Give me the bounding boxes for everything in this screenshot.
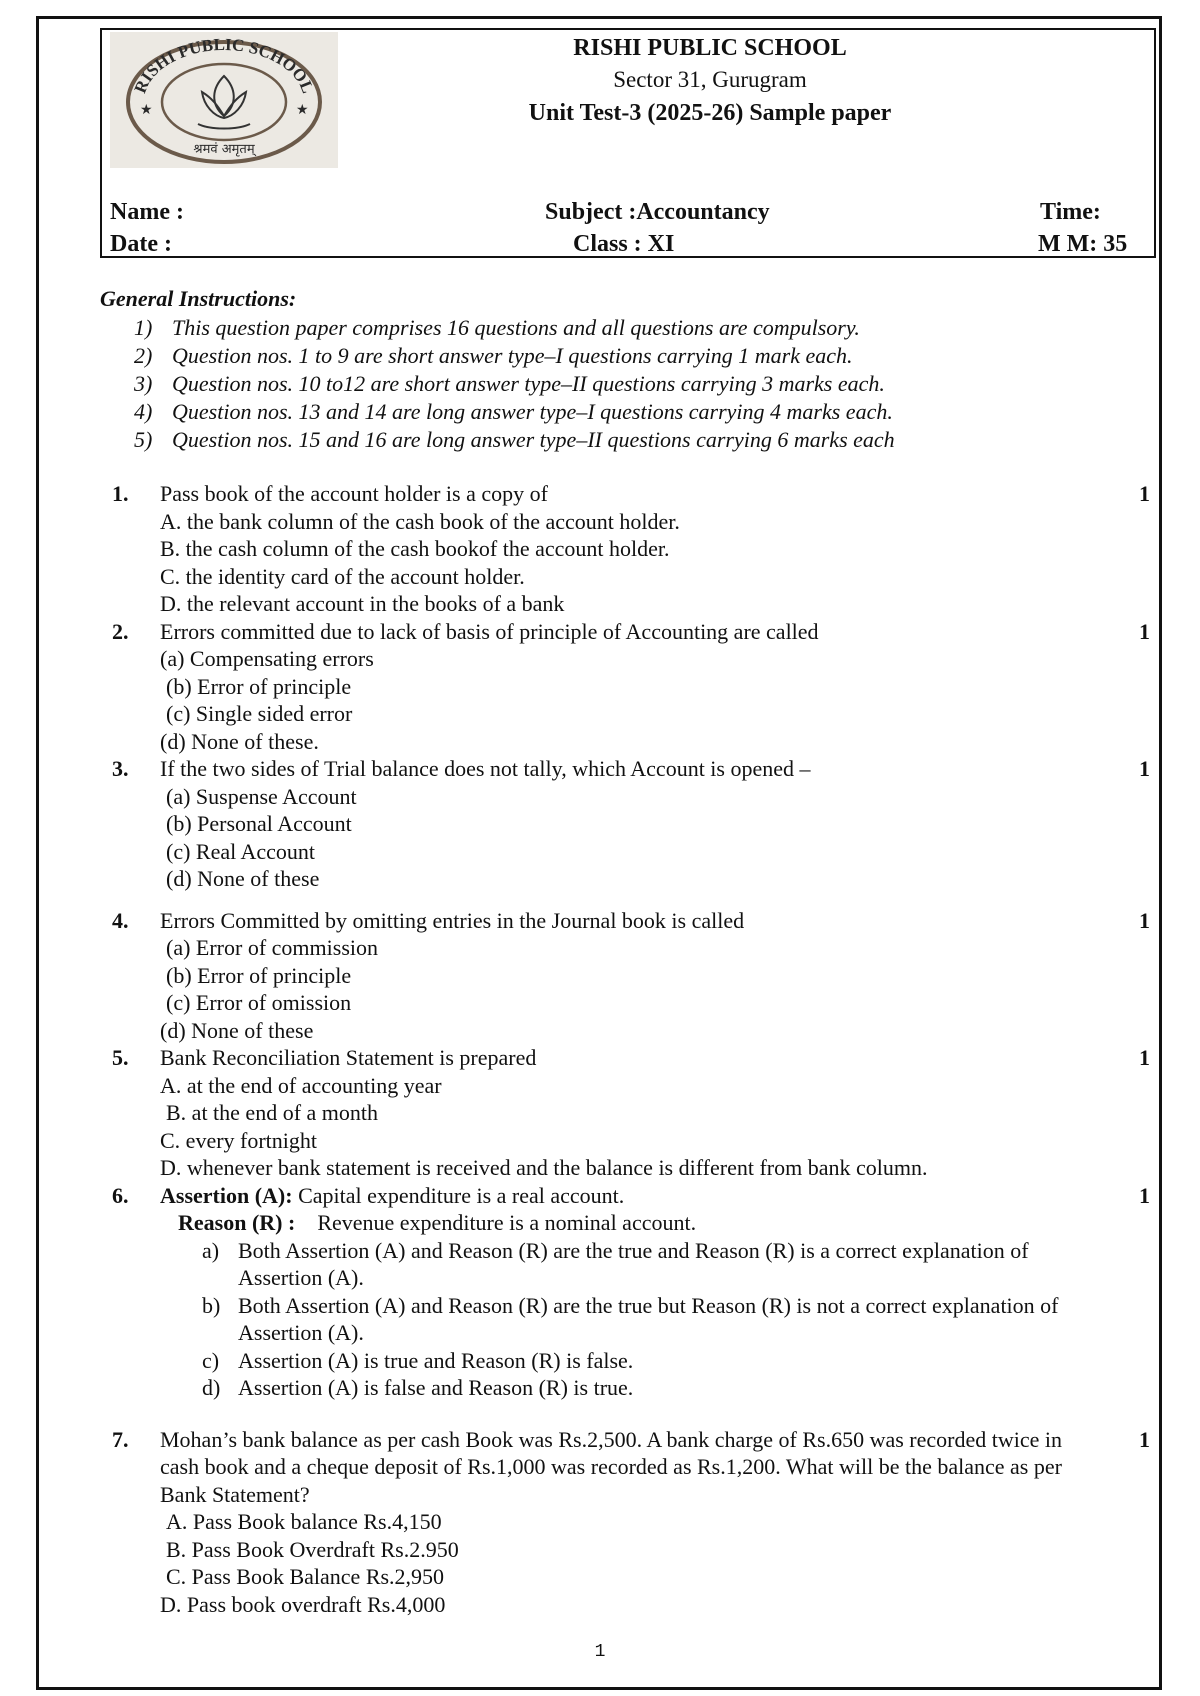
instruction-number: 1) [134,315,153,340]
question-text: Pass book of the account holder is a copy of [160,481,548,506]
option: (d) None of these [166,866,320,891]
question-number: 5. [112,1045,129,1070]
option: C. Pass Book Balance Rs.2,950 [166,1564,445,1589]
instructions-title: General Instructions: [100,286,297,311]
date-label: Date : [110,231,172,257]
instruction-text: Question nos. 1 to 9 are short answer type–I questions carrying 1 mark each. [172,343,853,368]
question-text: Bank Reconciliation Statement is prepared [160,1045,537,1070]
option: (a) Suspense Account [166,783,357,809]
question-6 [100,1182,1150,1402]
instructions-list [100,314,1100,454]
instruction-item [100,314,1100,342]
question-marks: 1 [1139,1426,1150,1452]
instruction-item [100,398,1100,426]
instruction-text: Question nos. 10 to12 are short answer type–II questions carrying 3 marks each. [172,371,885,396]
option: (d) None of these [160,1017,314,1043]
option-text: Both Assertion (A) and Reason (R) are the true but Reason (R) is not a correct explanation of Assertion (A). [238,1292,1059,1345]
spacer [100,1402,1150,1426]
question-number: 4. [112,907,129,933]
reason-text: Revenue expenditure is a nominal account. [295,1210,697,1235]
option: D. whenever bank statement is received and the balance is different from bank column. [160,1155,928,1180]
option: (c) Error of omission [166,990,352,1015]
question-number: 7. [112,1426,129,1452]
page-number: 1 [594,1642,606,1662]
question-7 [100,1426,1150,1619]
question-1 [100,480,1150,618]
question-3 [100,755,1150,893]
question-number: 6. [112,1182,129,1208]
option: C. the identity card of the account holder. [160,563,525,589]
name-label: Name : [110,199,184,225]
option-letter: d) [202,1375,221,1400]
school-logo [110,32,338,168]
option: (b) Error of principle [166,673,352,699]
time-label: Time: [1040,199,1101,225]
class-label: Class : XI [573,231,675,257]
option-text: Both Assertion (A) and Reason (R) are the true and Reason (R) is a correct explanation of Assertion (A). [238,1237,1029,1290]
assertion-label: Assertion (A): [160,1182,293,1208]
reason-label: Reason (R) : [178,1210,296,1235]
school-location: Sector 31, Gurugram [613,67,807,92]
svg-text:RISHI PUBLIC SCHOOL: RISHI PUBLIC SCHOOL [130,34,318,96]
question-number: 2. [112,618,129,644]
question-5 [100,1044,1150,1182]
svg-text:★: ★ [296,103,309,118]
option-text: Assertion (A) is true and Reason (R) is false. [238,1347,634,1373]
spacer [100,893,1150,907]
instruction-number: 4) [134,399,153,424]
question-text: If the two sides of Trial balance does not tally, which Account is opened – [160,756,811,781]
option-text: Assertion (A) is false and Reason (R) is true. [238,1375,634,1400]
option: B. at the end of a month [166,1100,379,1125]
svg-text:★: ★ [140,103,153,118]
reason-line [160,1209,1150,1237]
option: C. every fortnight [160,1127,318,1153]
option [160,1374,1150,1402]
question-marks: 1 [1139,907,1150,933]
question-number: 1. [112,481,129,506]
instruction-text: Question nos. 15 and 16 are long answer type–II questions carrying 6 marks each [172,427,895,452]
option [160,1237,1150,1292]
instruction-number: 2) [134,343,153,368]
school-name: RISHI PUBLIC SCHOOL [573,35,847,61]
option: D. the relevant account in the books of a bank [160,591,565,616]
option: (b) Error of principle [166,962,352,988]
option: B. the cash column of the cash bookof the account holder. [160,536,670,561]
option: (a) Compensating errors [160,646,374,671]
option: (b) Personal Account [166,811,352,836]
option: (a) Error of commission [166,935,378,960]
instruction-item [100,426,1100,454]
question-text: Errors committed due to lack of basis of principle of Accounting are called [160,618,819,644]
option: A. at the end of accounting year [160,1072,442,1098]
assertion-line [160,1182,1150,1210]
option: (d) None of these. [160,728,319,754]
option: A. Pass Book balance Rs.4,150 [166,1509,442,1534]
instruction-item [100,370,1100,398]
questions-section [100,480,1150,1618]
option-letter: c) [202,1347,220,1373]
test-title: Unit Test-3 (2025-26) Sample paper [528,100,892,126]
option: D. Pass book overdraft Rs.4,000 [160,1591,446,1617]
instruction-number: 3) [134,371,153,396]
question-marks: 1 [1139,1045,1150,1070]
question-marks: 1 [1139,618,1150,644]
option: B. Pass Book Overdraft Rs.2.950 [166,1536,459,1562]
option-letter: a) [202,1237,220,1263]
question-number: 3. [112,756,129,781]
question-text: Mohan’s bank balance as per cash Book was Rs.2,500. A bank charge of Rs.650 was recorded twice in cash book and a cheque deposit of Rs.1,000 was recorded as Rs.1,200. What will be the balance as per Bank Statement? [160,1426,1062,1507]
question-marks: 1 [1139,1182,1150,1208]
option: (c) Real Account [166,838,316,864]
instruction-number: 5) [134,427,153,452]
question-4 [100,907,1150,1045]
option-letter: b) [202,1292,221,1318]
question-2 [100,618,1150,756]
option [160,1347,1150,1375]
school-heading [440,32,980,130]
option: (c) Single sided error [166,701,353,726]
question-marks: 1 [1139,481,1150,506]
instruction-item [100,342,1100,370]
subject-label: Subject :Accountancy [545,199,770,225]
svg-text:श्रमवं अमृतम्: श्रमवं अमृतम् [193,142,255,157]
instruction-text: Question nos. 13 and 14 are long answer type–I questions carrying 4 marks each. [172,399,893,424]
option [160,1292,1150,1347]
question-text: Errors Committed by omitting entries in the Journal book is called [160,907,745,933]
general-instructions [100,284,1100,454]
instruction-text: This question paper comprises 16 questions and all questions are compulsory. [172,315,860,340]
option: A. the bank column of the cash book of the account holder. [160,508,680,534]
max-marks-label: M M: 35 [1038,231,1128,257]
question-marks: 1 [1139,756,1150,781]
assertion-text: Capital expenditure is a real account. [292,1182,625,1208]
